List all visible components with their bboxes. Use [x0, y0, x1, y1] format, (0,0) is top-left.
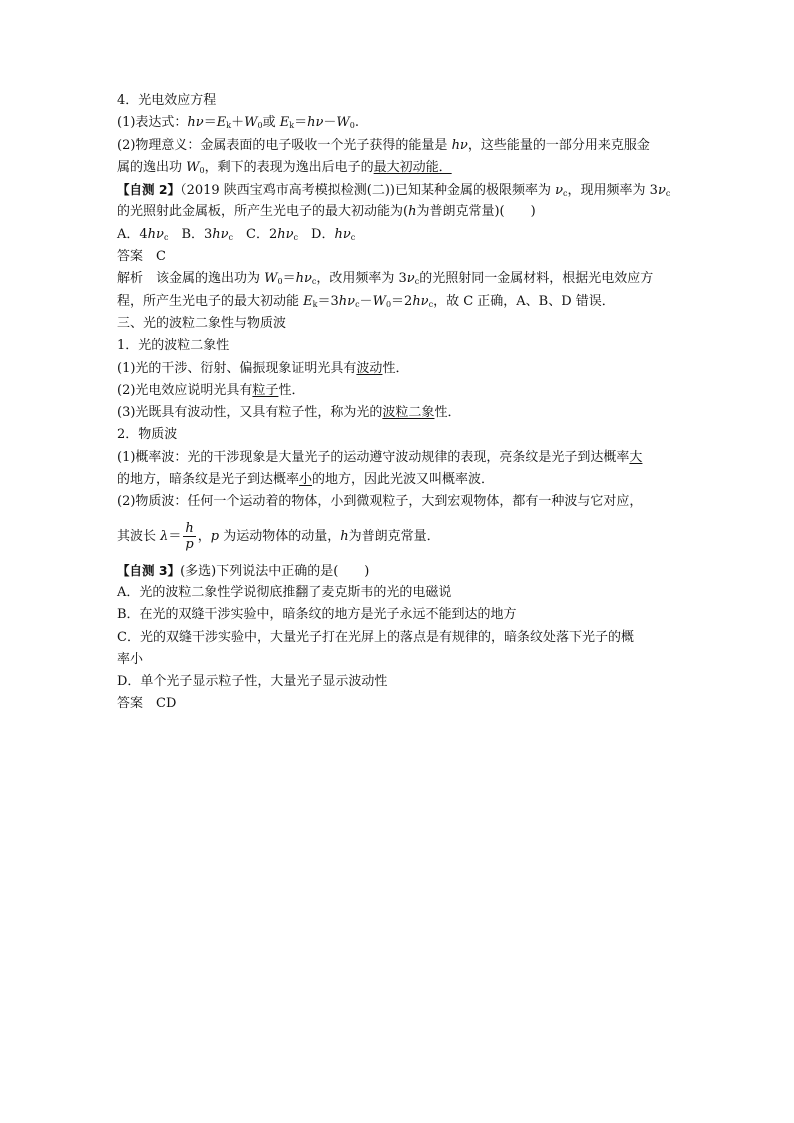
duality-line-2: (2)光电效应说明光具有粒子性．: [117, 382, 305, 398]
self-test-2-line-1: 【自测 2】（2019 陕西宝鸡市高考模拟检测(二))已知某种金属的极限频率为 $\nu_c$，现用频率为 $3\nu_c$: [117, 182, 671, 199]
equation-line: (1)表达式：$h\nu=E_k+W_0$或 $E_k=h\nu-W_0$.: [117, 115, 359, 131]
duality-line-1: (1)光的干涉、衍射、偏振现象证明光具有波动性．: [117, 360, 409, 376]
subsection-title-duality: 1．光的波粒二象性: [117, 338, 230, 354]
document-body: [117, 90, 677, 716]
matter-wave-line-3: (2)物质波：任何一个运动着的物体，小到微观粒子，大到宏观物体，都有一种波与它对应，: [117, 494, 643, 510]
self-test-3-option-b: B．在光的双缝干涉实验中，暗条纹的地方是光子永远不能到达的地方: [117, 607, 517, 623]
wavelength-formula-line: 其波长 λ＝ $\frac{h}{p}$ ，p 为运动物体的动量，h为普朗克常量．: [117, 520, 440, 552]
matter-wave-line-2: 的地方，暗条纹是光子到达概率小的地方，因此光波又叫概率波．: [117, 472, 495, 488]
self-test-2-tag: 【自测 2】: [117, 182, 181, 198]
duality-line-3: (3)光既具有波动性，又具有粒子性，称为光的波粒二象性．: [117, 405, 461, 421]
matter-wave-line-1: (1)概率波：光的干涉现象是大量光子的运动遵守波动规律的表现，亮条纹是光子到达概率大: [117, 449, 643, 465]
self-test-3-answer: 答案 CD: [117, 696, 177, 712]
self-test-2-answer: 答案 C: [117, 249, 166, 265]
section-title-wave-particle: 三、光的波粒二象性与物质波: [117, 315, 287, 331]
underlined-answer: 大: [629, 449, 643, 465]
underlined-answer: 粒子: [252, 382, 279, 398]
analysis-line-2: 程，所产生光电子的最大初动能 $E_k=3h\nu_c-W_0=2h\nu_c$，故 C 正确，A、B、D 错误．: [117, 293, 615, 309]
subsection-title-matter-wave: 2．物质波: [117, 427, 178, 443]
self-test-3-option-a: A．光的波粒二象性学说彻底推翻了麦克斯韦的光的电磁说: [117, 584, 452, 600]
self-test-3-option-c-line-1: C．光的双缝干涉实验中，大量光子打在光屏上的落点是有规律的，暗条纹处落下光子的概: [117, 629, 634, 645]
self-test-3-option-d: D．单个光子显示粒子性，大量光子显示波动性: [117, 674, 388, 690]
self-test-3-option-c-line-2: 率小: [117, 651, 144, 667]
self-test-3-stem: 【自测 3】(多选)下列说法中正确的是( ): [117, 562, 370, 579]
physical-meaning-line-2: 属的逸出功 $W_0$，剩下的表现为逸出后电子的最大初动能．: [117, 159, 452, 175]
self-test-2-line-2: 的光照射此金属板，所产生光电子的最大初动能为(h为普朗克常量)( ): [117, 204, 536, 220]
physical-meaning-line-1: (2)物理意义：金属表面的电子吸收一个光子获得的能量是 hν，这些能量的一部分用来克服金: [117, 137, 650, 153]
underlined-answer: 波粒二象: [382, 405, 435, 421]
wavelength-fraction: $\frac{h}{p}$: [185, 520, 194, 552]
underlined-answer: 最大初动能．: [373, 159, 452, 175]
underlined-answer: 波动: [356, 360, 383, 376]
analysis-line-1: 解析 该金属的逸出功为 $W_0=h\nu_c$，改用频率为 $3\nu_c$的光照射同一金属材料，根据光电效应方: [117, 271, 654, 287]
underlined-answer: 小: [299, 472, 313, 488]
section-title-photoelectric-equation: 4．光电效应方程: [117, 93, 217, 108]
self-test-2-options: A．$4h\nu_c$ B．$3h\nu_c$ C．$2h\nu_c$ D．$h\nu_c$: [117, 226, 356, 242]
self-test-3-tag: 【自测 3】: [117, 562, 181, 578]
